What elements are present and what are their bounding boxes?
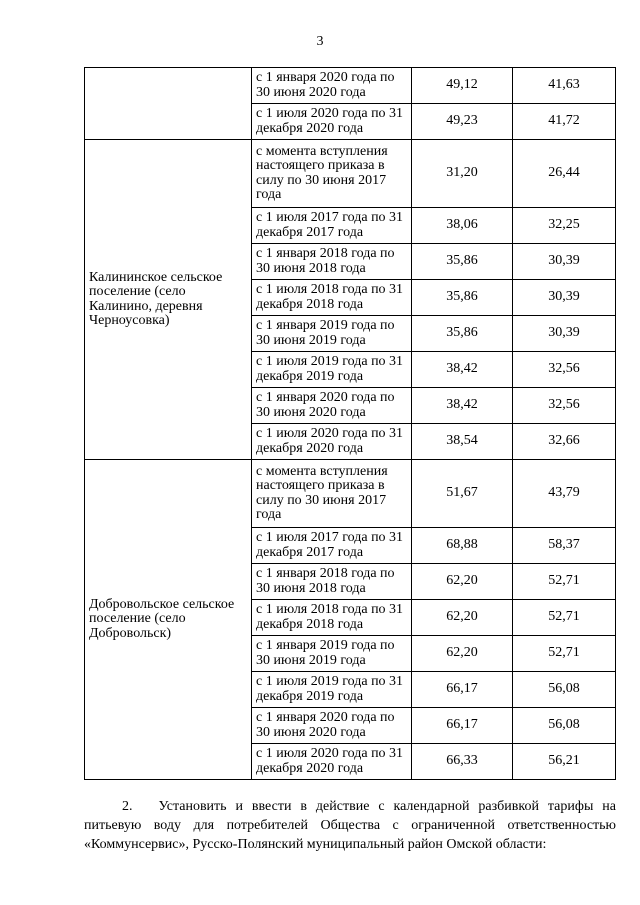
paragraph-2 <box>84 797 616 854</box>
tariff-value-1: 35,86 <box>412 244 513 280</box>
tariff-value-2: 32,56 <box>513 388 616 424</box>
paragraph-number: 2. <box>122 799 133 814</box>
tariff-value-1: 31,20 <box>412 140 513 208</box>
period-cell: с момента вступления настоящего приказа в силу по 30 июня 2017 года <box>252 460 412 528</box>
paragraph-text: Установить и ввести в действие с календарной разбивкой тарифы на питьевую воду для потребителей Общества с ограниченной ответственностью «Коммунсервис», Русско-Полянский муниципальный район Омской области: <box>84 799 616 852</box>
tariff-value-2: 32,25 <box>513 208 616 244</box>
tariff-value-1: 68,88 <box>412 528 513 564</box>
period-cell: с 1 июля 2017 года по 31 декабря 2017 года <box>252 528 412 564</box>
tariff-value-2: 56,08 <box>513 708 616 744</box>
tariff-value-2: 43,79 <box>513 460 616 528</box>
tariff-value-2: 58,37 <box>513 528 616 564</box>
tariff-value-2: 52,71 <box>513 600 616 636</box>
tariff-value-1: 66,17 <box>412 672 513 708</box>
period-cell: с 1 июля 2018 года по 31 декабря 2018 года <box>252 600 412 636</box>
tariff-value-1: 35,86 <box>412 280 513 316</box>
table-row <box>85 68 616 104</box>
tariff-value-2: 41,72 <box>513 104 616 140</box>
period-cell: с 1 января 2018 года по 30 июня 2018 года <box>252 564 412 600</box>
tariff-table <box>84 67 616 780</box>
tariff-value-2: 30,39 <box>513 280 616 316</box>
period-cell: с 1 июля 2020 года по 31 декабря 2020 года <box>252 424 412 460</box>
period-cell: с 1 июля 2020 года по 31 декабря 2020 года <box>252 744 412 780</box>
period-cell: с 1 января 2018 года по 30 июня 2018 года <box>252 244 412 280</box>
tariff-value-1: 49,12 <box>412 68 513 104</box>
tariff-value-2: 52,71 <box>513 636 616 672</box>
period-cell: с 1 января 2019 года по 30 июня 2019 года <box>252 316 412 352</box>
period-cell: с 1 января 2020 года по 30 июня 2020 года <box>252 708 412 744</box>
period-cell: с момента вступления настоящего приказа в силу по 30 июня 2017 года <box>252 140 412 208</box>
tariff-value-2: 30,39 <box>513 244 616 280</box>
period-cell: с 1 июля 2018 года по 31 декабря 2018 года <box>252 280 412 316</box>
tariff-value-1: 66,17 <box>412 708 513 744</box>
tariff-value-2: 30,39 <box>513 316 616 352</box>
period-cell: с 1 июля 2020 года по 31 декабря 2020 года <box>252 104 412 140</box>
tariff-value-2: 32,56 <box>513 352 616 388</box>
tariff-value-1: 51,67 <box>412 460 513 528</box>
period-cell: с 1 июля 2017 года по 31 декабря 2017 года <box>252 208 412 244</box>
tariff-value-1: 38,42 <box>412 352 513 388</box>
tariff-value-1: 38,54 <box>412 424 513 460</box>
tariff-value-2: 41,63 <box>513 68 616 104</box>
tariff-value-2: 56,08 <box>513 672 616 708</box>
page-number: 3 <box>316 34 324 49</box>
table-row <box>85 460 616 528</box>
tariff-value-2: 52,71 <box>513 564 616 600</box>
table-row <box>85 140 616 208</box>
period-cell: с 1 января 2020 года по 30 июня 2020 года <box>252 388 412 424</box>
settlement-cell: Калининское сельское поселение (село Калинино, деревня Черноусовка) <box>85 140 252 460</box>
settlement-cell <box>85 68 252 140</box>
period-cell: с 1 июля 2019 года по 31 декабря 2019 года <box>252 352 412 388</box>
tariff-value-1: 62,20 <box>412 636 513 672</box>
tariff-value-2: 26,44 <box>513 140 616 208</box>
period-cell: с 1 января 2020 года по 30 июня 2020 года <box>252 68 412 104</box>
tariff-value-1: 66,33 <box>412 744 513 780</box>
settlement-cell: Добровольское сельское поселение (село Добровольск) <box>85 460 252 780</box>
period-cell: с 1 июля 2019 года по 31 декабря 2019 года <box>252 672 412 708</box>
tariff-value-1: 38,06 <box>412 208 513 244</box>
tariff-value-1: 62,20 <box>412 564 513 600</box>
tariff-value-1: 38,42 <box>412 388 513 424</box>
tariff-value-1: 49,23 <box>412 104 513 140</box>
tariff-value-1: 62,20 <box>412 600 513 636</box>
tariff-value-2: 32,66 <box>513 424 616 460</box>
tariff-value-1: 35,86 <box>412 316 513 352</box>
period-cell: с 1 января 2019 года по 30 июня 2019 года <box>252 636 412 672</box>
tariff-value-2: 56,21 <box>513 744 616 780</box>
